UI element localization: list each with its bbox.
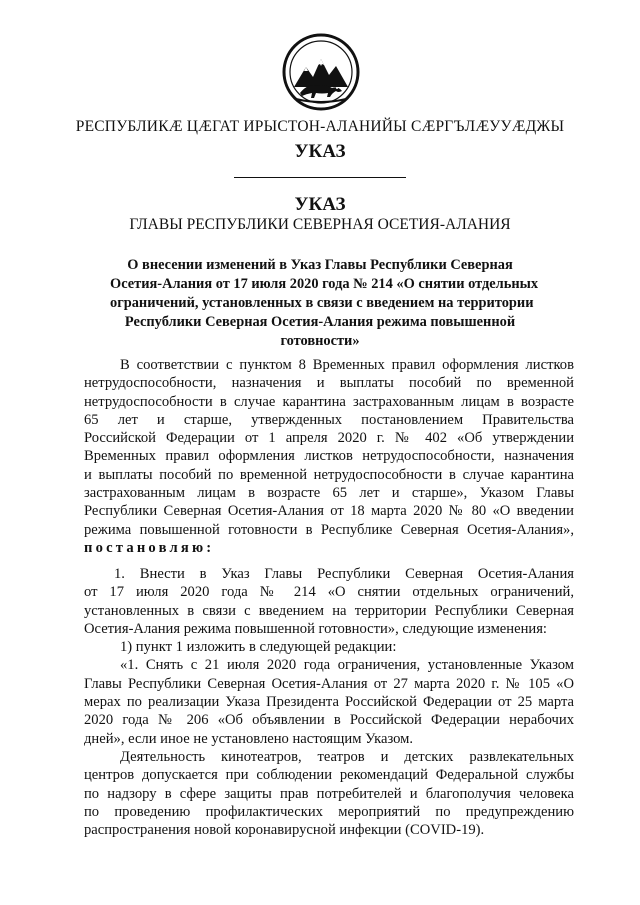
subject-line: Республики Северная Осетия-Алания режима повышенной [124,314,516,330]
text-line: В соответствии с пунктом 8 Временных правил оформления листков [120,357,574,373]
text-line: Главы Республики Северная Осетия-Алания от 27 марта 2020 г. № 105 «О [84,675,574,692]
text-line: распространения новой коронавирусной инфекции (COVID-19). [84,822,485,839]
text-line: от 17 июля 2020 года № 214 «О снятии отдельных ограничений, [84,584,574,601]
text-line: нетрудоспособности в случае карантина застрахованным лицам в возрасте [84,393,574,410]
text-line: Республики Северная Осетия-Алания от 18 марта 2020 № 80 «О введении [84,503,574,520]
text-line: застрахованным лицам в возрасте 65 лет и старше», Указом Главы [84,485,574,502]
text-line: центров допускается при соблюдении рекомендаций Федеральной службы [84,767,574,784]
decree-title: УКАЗ [294,194,346,215]
text-line: режима повышенной готовности в Республике Северная Осетия-Алания», [84,521,574,538]
text-line: мерах по реализации Указа Президента Российской Федерации от 25 марта [84,694,574,711]
text-line: «1. Снять с 21 июля 2020 года ограничения, установленные Указом [120,657,574,674]
decree-subject [110,256,539,351]
text-line: 1. Внести в Указ Главы Республики Северная Осетия-Алания [114,566,574,582]
subject-line: ограничений, установленных в связи с введением на территории [110,295,534,311]
text-line: по надзору в сфере защиты прав потребителей и благополучия человека [84,785,574,802]
header-divider [234,177,406,178]
text-line: 2020 года № 206 «Об объявлении в Российской Федерации нерабочих [84,712,574,729]
text-line: нетрудоспособности, назначения и выплаты пособий по временной [84,375,574,392]
ossetian-decree-title: УКАЗ [294,141,346,162]
subject-line: Осетия-Алания от 17 июля 2020 года № 214 «О снятии отдельных [110,276,539,292]
decree-body [84,565,574,839]
subject-line: готовности» [280,333,360,349]
text-line: установленных в связи с введением на территории Республики Северная [84,602,574,619]
text-line: дней», если иное не установлено настоящим Указом. [84,730,414,747]
preamble-paragraph [84,356,574,557]
ossetian-header: РЕСПУБЛИКӔ ЦӔГАТ ИРЫСТОН-АЛАНИЙЫ СӔРГЪЛӔУУӔДЖЫ [75,118,565,135]
text-line: Временных правил оформления листков нетрудоспособности, назначения [84,448,574,465]
text-line: 65 лет и старше, утвержденных постановлением Правительства [84,411,574,428]
text-line: Российской Федерации от 1 апреля 2020 г. № 402 «Об утверждении [84,430,574,447]
text-line: Осетия-Алания режима повышенной готовности», следующие изменения: [84,620,547,637]
decree-operative-word: постановляю: [84,539,215,556]
subject-line: О внесении изменений в Указ Главы Республики Северная [127,257,513,273]
text-line: и выплаты пособий по временной нетрудоспособности в случае карантина [84,466,574,483]
text-line: по проведению профилактических мероприятий по предупреждению [84,803,574,820]
text-line: 1) пункт 1 изложить в следующей редакции: [120,639,397,656]
coat-of-arms-emblem-icon [282,33,360,111]
text-line: Деятельность кинотеатров, театров и детских развлекательных [120,748,574,765]
issuing-authority: ГЛАВЫ РЕСПУБЛИКИ СЕВЕРНАЯ ОСЕТИЯ-АЛАНИЯ [129,216,511,233]
